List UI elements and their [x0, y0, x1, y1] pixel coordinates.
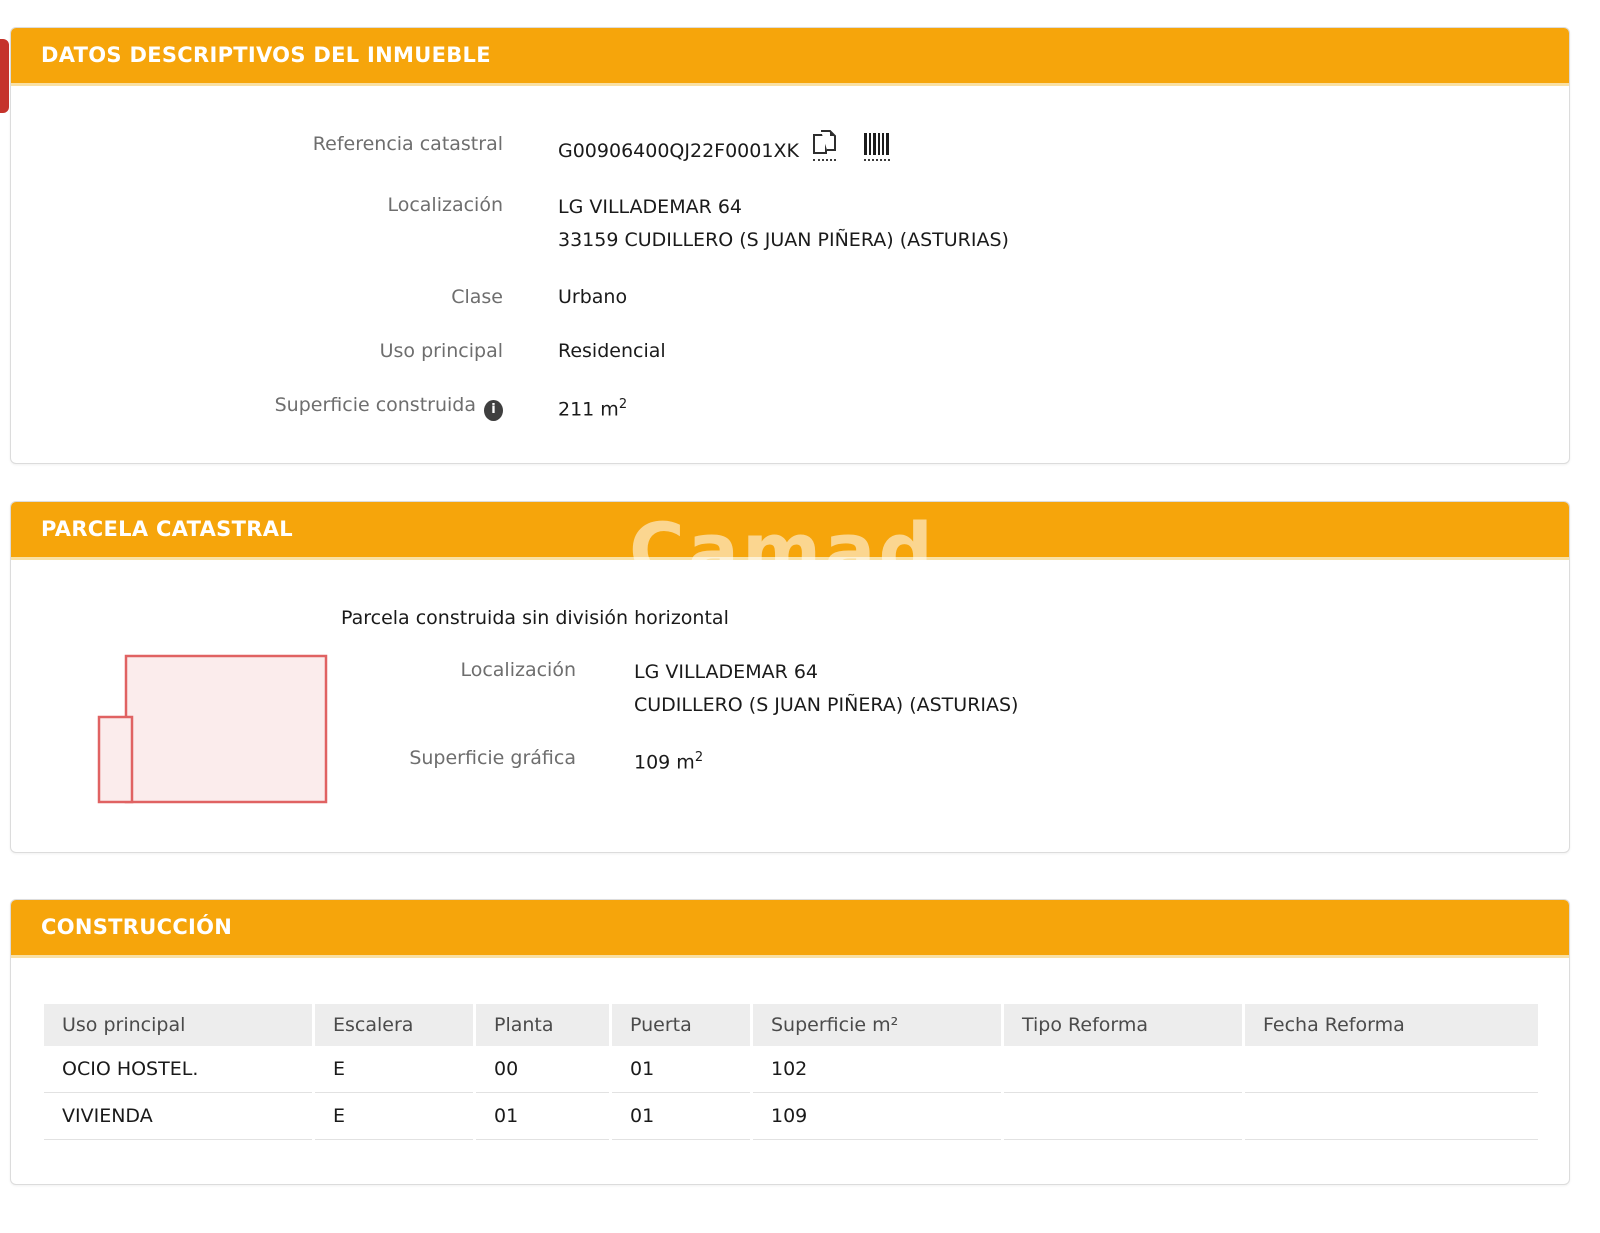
localizacion-line-2: CUDILLERO (S JUAN PIÑERA) (ASTURIAS) — [634, 694, 1019, 717]
table-cell: 01 — [612, 1046, 750, 1093]
table-cell: 01 — [612, 1093, 750, 1140]
parcel-outline-drawing — [96, 652, 336, 816]
superficie-number: 211 m — [558, 398, 619, 421]
field-clase — [11, 283, 1569, 311]
localizacion-line-1: LG VILLADEMAR 64 — [558, 196, 742, 218]
section-title-datos: DATOS DESCRIPTIVOS DEL INMUEBLE — [11, 28, 1569, 86]
info-icon[interactable]: i — [484, 400, 503, 421]
col-header-superficie: Superficie m² — [753, 1004, 1001, 1046]
col-header-fecha-reforma: Fecha Reforma — [1245, 1004, 1538, 1046]
field-label: Clase — [451, 286, 503, 308]
table-cell: E — [315, 1093, 473, 1140]
table-cell: 00 — [476, 1046, 609, 1093]
card-datos-descriptivos — [10, 27, 1570, 464]
field-value — [634, 656, 1018, 722]
referencia-catastral-value: G00906400QJ22F0001XK — [558, 140, 799, 162]
field-label — [11, 391, 503, 421]
table-header-row — [44, 1004, 1538, 1046]
localizacion-line-2: 33159 CUDILLERO (S JUAN PIÑERA) (ASTURIAS) — [558, 229, 1009, 251]
field-superficie-construida — [11, 391, 1569, 423]
field-uso-principal — [11, 337, 1569, 365]
field-localizacion — [11, 191, 1569, 257]
watermark: Camad — [629, 506, 936, 596]
construction-table — [41, 1004, 1541, 1140]
table-row — [44, 1046, 1538, 1093]
field-label: Referencia catastral — [312, 133, 503, 155]
field-value — [558, 191, 1009, 257]
superficie-sup: 2 — [618, 397, 628, 412]
table-cell: 109 — [753, 1093, 1001, 1140]
field-value — [558, 130, 890, 165]
construccion-body — [11, 958, 1569, 1184]
col-header-tipo-reforma: Tipo Reforma — [1004, 1004, 1242, 1046]
col-header-planta: Planta — [476, 1004, 609, 1046]
table-cell — [1245, 1093, 1538, 1140]
table-cell: E — [315, 1046, 473, 1093]
col-header-escalera: Escalera — [315, 1004, 473, 1046]
table-cell — [1004, 1046, 1242, 1093]
field-label: Localización — [460, 659, 576, 682]
superficie-construida-value — [558, 391, 627, 423]
superficie-grafica-value — [634, 744, 703, 776]
left-edge-red-ribbon — [0, 39, 9, 113]
parcela-intro-text: Parcela construida sin división horizontal — [341, 607, 729, 630]
field-referencia-catastral — [11, 130, 1569, 165]
table-cell — [1004, 1093, 1242, 1140]
card-construccion — [10, 899, 1570, 1185]
col-header-puerta: Puerta — [612, 1004, 750, 1046]
table-cell — [1245, 1046, 1538, 1093]
field-label: Superficie gráfica — [409, 747, 576, 770]
construction-table-head — [44, 1004, 1538, 1046]
field-label: Localización — [387, 194, 503, 216]
barcode-icon[interactable] — [864, 133, 890, 161]
superficie-number: 109 m — [634, 751, 695, 774]
col-header-uso-principal: Uso principal — [44, 1004, 312, 1046]
copy-document-icon[interactable] — [813, 130, 836, 161]
table-row — [44, 1093, 1538, 1140]
card-parcela-catastral — [10, 501, 1570, 853]
datos-fields — [11, 86, 1569, 463]
table-cell: 01 — [476, 1093, 609, 1140]
clase-value: Urbano — [558, 286, 628, 308]
localizacion-line-1: LG VILLADEMAR 64 — [634, 661, 818, 684]
section-title-construccion: CONSTRUCCIÓN — [11, 900, 1569, 958]
superficie-sup: 2 — [694, 750, 704, 766]
field-label: Uso principal — [379, 340, 503, 362]
table-cell: 102 — [753, 1046, 1001, 1093]
construction-table-body — [44, 1046, 1538, 1140]
table-cell: VIVIENDA — [44, 1093, 312, 1140]
section-title-parcela: PARCELA CATASTRAL — [11, 502, 1569, 560]
field-label-text: Superficie construida — [274, 394, 476, 416]
uso-principal-value: Residencial — [558, 340, 666, 362]
table-cell: OCIO HOSTEL. — [44, 1046, 312, 1093]
